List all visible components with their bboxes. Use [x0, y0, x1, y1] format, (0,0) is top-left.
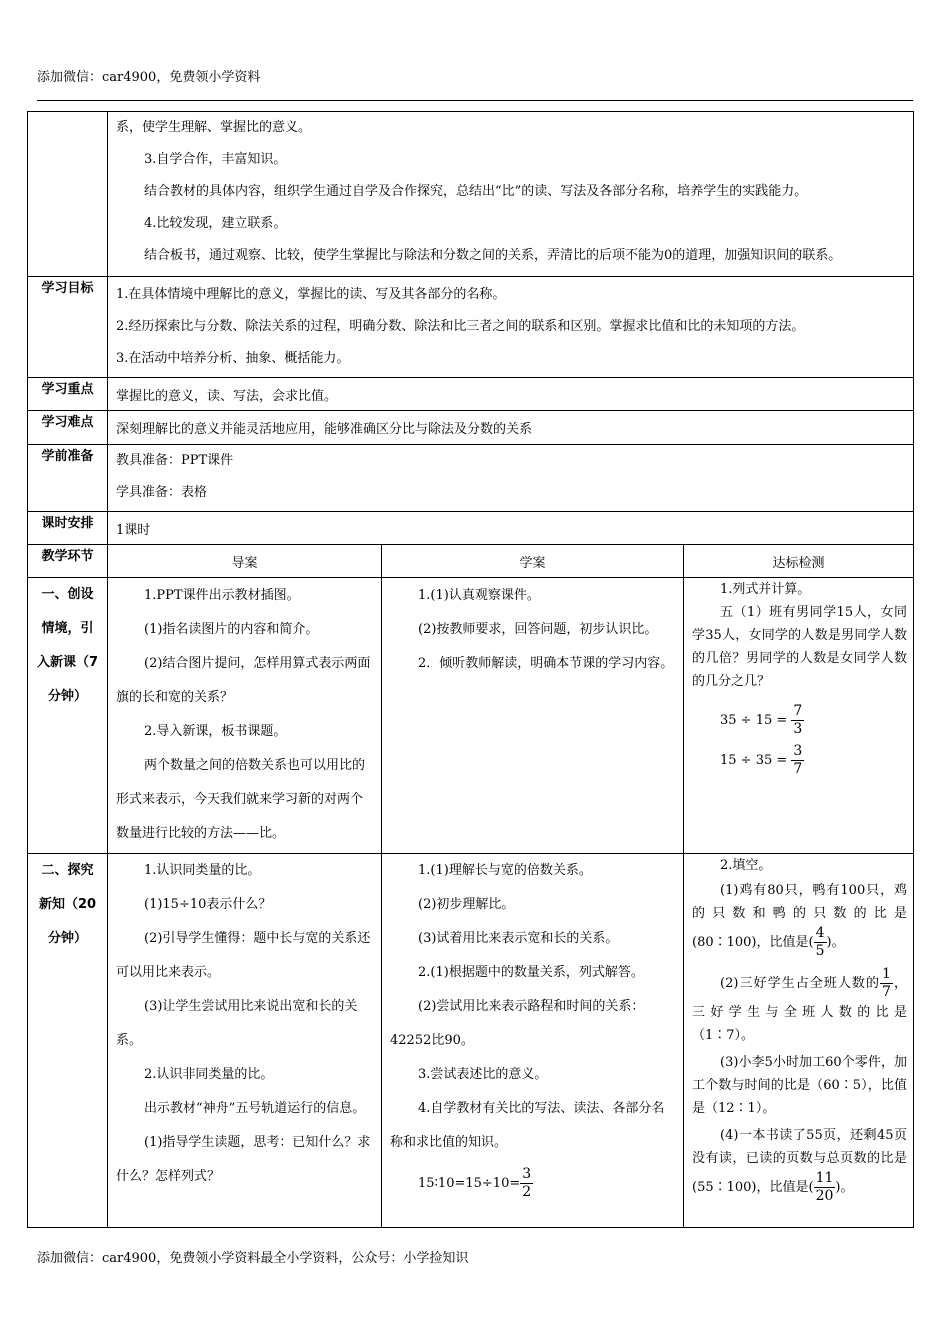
study-column-header: 学案	[382, 545, 684, 578]
ratio-equation: 15∶10=15÷10= $\frac{3}{2}$	[418, 1166, 532, 1200]
header-divider	[37, 100, 913, 101]
goal-item: 3.在活动中培养分析、抽象、概括能力。	[116, 351, 350, 366]
intro-row	[28, 112, 914, 277]
section1-study: 1.(1)认真观察课件。 (2)按教师要求，回答问题，初步认识比。 2．倾听教师解读，明确本节课的学习内容。	[382, 578, 684, 854]
prep-item: 教具准备：PPT课件	[116, 453, 234, 468]
fraction: $\frac{11}{20}$	[815, 1170, 834, 1204]
equation-2: 15 ÷ 35 = $\frac{3}{7}$	[720, 743, 803, 777]
section2-check: 2.填空。 (1)鸡有80只，鸭有100只，鸡的只数和鸭的只数的比是(80∶100)，比值是( $\frac{4}{5}$ )。 (2)三好学生占全班人数的 $\frac{1}{7}$ ，三好学生与全班人数的比是（1∶7）。 (3)小李5小时加工60个零件，加工个数与时间的比是（60∶5），比值是（12∶1）。 (4)一本书读了55页，还剩45页没有读，已读的页数与总页数的比是(55∶100)，比值是( $\frac{11}{20}$ )。	[684, 854, 914, 1228]
lesson-plan-table	[27, 111, 914, 1228]
section2-study: 1.(1)理解长与宽的倍数关系。 (2)初步理解比。 (3)试着用比来表示宽和长的关系。 2.(1)根据题中的数量关系，列式解答。 (2)尝试用比来表示路程和时间的关系：42252比90。 3.尝试表述比的意义。 4.自学教材有关比的写法、读法、各部分名称和求比值的知识。 15∶10=15÷10= $\frac{3}{2}$	[382, 854, 684, 1228]
schedule-label: 课时安排	[28, 512, 108, 545]
fraction: $\frac{4}{5}$	[815, 925, 825, 959]
check-column-header: 达标检测	[684, 545, 914, 578]
fill-question-1: (1)鸡有80只，鸭有100只，鸡的只数和鸭的只数的比是(80∶100)，比值是( $\frac{4}{5}$ )。	[692, 883, 908, 959]
goals-label: 学习目标	[28, 277, 108, 378]
schedule-row	[28, 512, 914, 545]
section2-label: 二、探究 新知（20 分钟）	[28, 854, 108, 1228]
intro-line: 4.比较发现，建立联系。	[144, 216, 287, 231]
key-point-text: 掌握比的意义，读、写法，会求比值。	[116, 388, 338, 404]
difficulty-label: 学习难点	[28, 411, 108, 445]
fill-question-2: (2)三好学生占全班人数的 $\frac{1}{7}$ ，三好学生与全班人数的比是（1∶7）。	[692, 966, 908, 1043]
fraction: $\frac{1}{7}$	[882, 966, 891, 1000]
difficulty-row	[28, 411, 914, 445]
prep-item: 学具准备：表格	[116, 485, 208, 500]
schedule-text: 1课时	[116, 522, 151, 538]
guide-column-header: 导案	[108, 545, 382, 578]
goal-item: 2.经历探索比与分数、除法关系的过程，明确分数、除法和比三者之间的联系和区别。掌握求比值和比的未知项的方法。	[116, 319, 805, 334]
prep-row	[28, 445, 914, 512]
section1-label: 一、创设 情境，引 入新课（7 分钟）	[28, 578, 108, 854]
stage-column-header: 教学环节	[28, 545, 108, 578]
fill-question-3: (3)小李5小时加工60个零件，加工个数与时间的比是（60∶5），比值是（12∶1）。	[692, 1055, 908, 1116]
fill-question-4: (4)一本书读了55页，还剩45页没有读，已读的页数与总页数的比是(55∶100)，比值是( $\frac{11}{20}$ )。	[692, 1128, 908, 1204]
section1-row	[28, 578, 914, 854]
section2-row	[28, 854, 914, 1228]
key-point-label: 学习重点	[28, 378, 108, 411]
prep-label: 学前准备	[28, 445, 108, 512]
page-header: 添加微信：car4900，免费领小学资料	[37, 70, 261, 85]
equation-1: 35 ÷ 15 = $\frac{7}{3}$	[720, 703, 803, 737]
intro-line: 结合板书，通过观察、比较，使学生掌握比与除法和分数之间的关系，弄清比的后项不能为0的道理，加强知识间的联系。	[144, 248, 842, 263]
intro-line: 结合教材的具体内容，组织学生通过自学及合作探究，总结出“比”的读、写法及各部分名称，培养学生的实践能力。	[144, 184, 808, 199]
intro-line: 3.自学合作，丰富知识。	[144, 152, 287, 167]
page-footer: 添加微信：car4900，免费领小学资料最全小学资料，公众号：小学捡知识	[37, 1251, 469, 1266]
goals-row	[28, 277, 914, 378]
fraction: $\frac{7}{3}$	[793, 703, 803, 737]
fraction: $\frac{3}{7}$	[793, 743, 803, 777]
key-point-row	[28, 378, 914, 411]
section1-guide: 1.PPT课件出示教材插图。 (1)指名读图片的内容和简介。 (2)结合图片提问，怎样用算式表示两面旗的长和宽的关系？ 2.导入新课，板书课题。 两个数量之间的倍数关系也可以用比的形式来表示，今天我们就来学习新的对两个数量进行比较的方法——比。	[108, 578, 382, 854]
goal-item: 1.在具体情境中理解比的意义，掌握比的读、写及其各部分的名称。	[116, 287, 506, 302]
intro-line: 系，使学生理解、掌握比的意义。	[116, 120, 312, 135]
fraction: $\frac{3}{2}$	[522, 1166, 532, 1200]
section1-check: 1.列式并计算。 五（1）班有男同学15人，女同学35人，女同学的人数是男同学人数的几倍？男同学的人数是女同学人数的几分之几？ 35 ÷ 15 = $\frac{7}{3}$ 15 ÷ 35 = $\frac{3}{7}$	[684, 578, 914, 854]
column-header-row	[28, 545, 914, 578]
section2-guide: 1.认识同类量的比。 (1)15÷10表示什么？ (2)引导学生懂得：题中长与宽的关系还可以用比来表示。 (3)让学生尝试用比来说出宽和长的关系。 2.认识非同类量的比。 出示教材“神舟”五号轨道运行的信息。 (1)指导学生读题，思考：已知什么？求什么？怎样列式？	[108, 854, 382, 1228]
difficulty-text: 深刻理解比的意义并能灵活地应用，能够准确区分比与除法及分数的关系	[116, 422, 533, 437]
